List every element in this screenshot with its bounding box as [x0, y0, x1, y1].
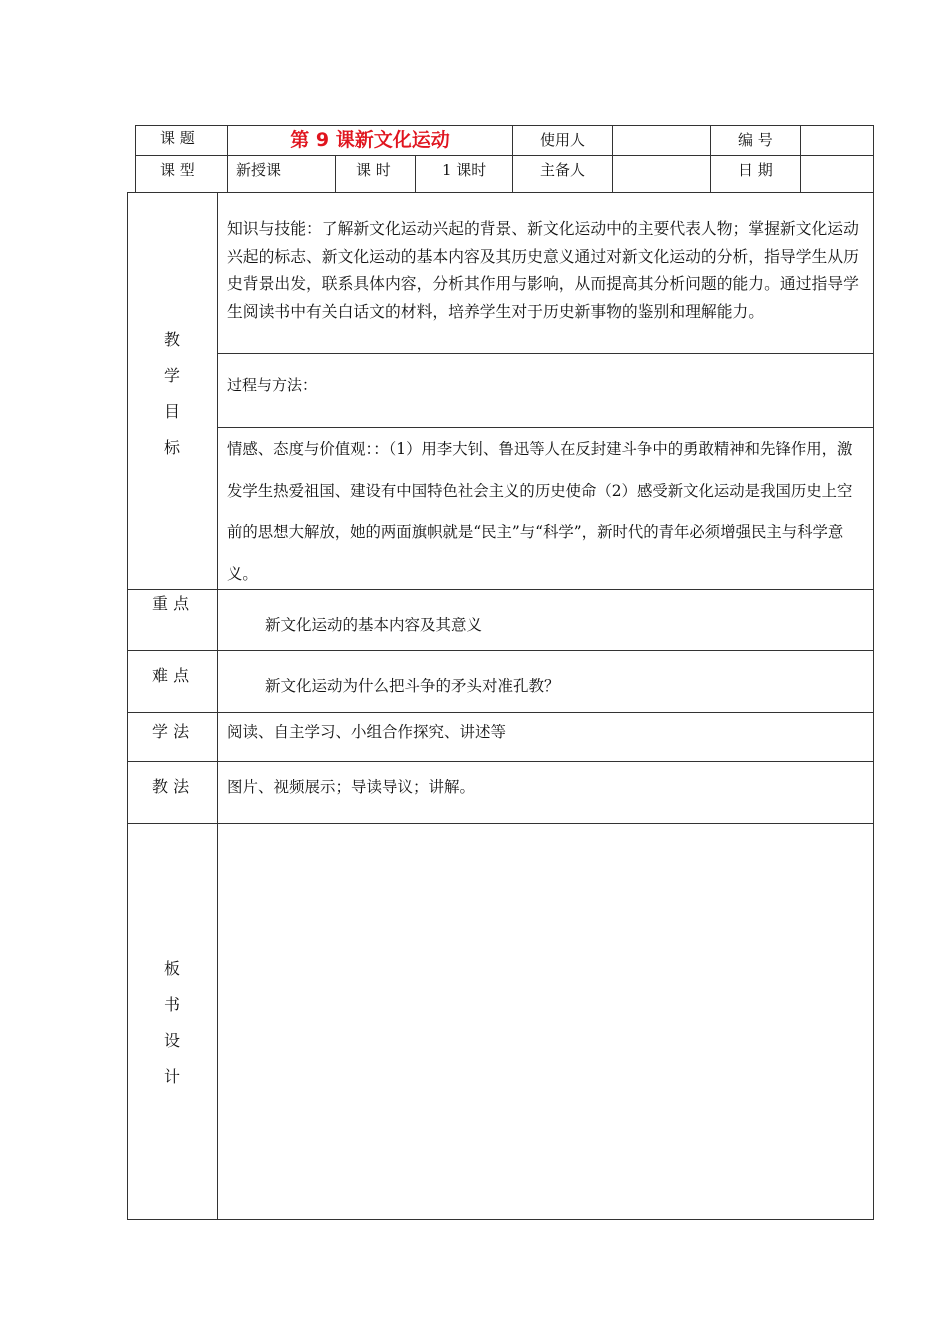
rule [127, 712, 874, 713]
rule [135, 125, 136, 192]
objectives-label [157, 322, 187, 466]
study-method-label: 学 法 [152, 722, 190, 741]
rule [415, 155, 416, 192]
board-label-char: 设 [163, 1031, 180, 1050]
objectives-label-char: 教 [163, 330, 180, 349]
key-point-label: 重 点 [152, 594, 190, 613]
rule [612, 125, 613, 192]
teach-method-value: 图片、视频展示；导读导议；讲解。 [227, 778, 476, 796]
rule [127, 650, 874, 651]
study-method-value: 阅读、自主学习、小组合作探究、讲述等 [227, 723, 507, 741]
difficulty-label: 难 点 [152, 666, 190, 685]
objectives-label-char: 目 [163, 402, 180, 421]
type-value: 新授课 [236, 161, 282, 179]
rule [127, 1219, 874, 1220]
rule [335, 155, 336, 192]
number-label: 编 号 [738, 131, 773, 149]
period-value: 1 课时 [442, 161, 487, 179]
board-label-char: 计 [163, 1067, 180, 1086]
difficulty-value: 新文化运动为什么把斗争的矛头对准孔教？ [265, 677, 560, 695]
rule [217, 427, 874, 428]
board-design-label [157, 951, 187, 1095]
rule [800, 125, 801, 192]
topic-label: 课 题 [160, 129, 195, 147]
rule [217, 353, 874, 354]
rule [135, 125, 874, 126]
rule [127, 192, 874, 193]
process-objective: 过程与方法： [227, 376, 318, 394]
date-label: 日 期 [738, 161, 773, 179]
rule [135, 155, 874, 156]
emotion-objective: 情感、态度与价值观：：（1）用李大钊、鲁迅等人在反封建斗争中的勇敢精神和先锋作用，激发学生热爱祖国、建设有中国特色社会主义的历史使命（2）感受新文化运动是我国历史上空前的思想大解放，她的两面旗帜就是“民主”与“科学”，新时代的青年必须增强民主与科学意义。 [227, 440, 853, 583]
board-label-char: 书 [163, 995, 180, 1014]
rule [127, 192, 128, 1220]
teach-method-label: 教 法 [152, 777, 190, 796]
knowledge-objective: 知识与技能：了解新文化运动兴起的背景、新文化运动中的主要代表人物；掌握新文化运动兴起的标志、新文化运动的基本内容及其历史意义通过对新文化运动的分析，指导学生从历史背景出发，联系具体内容，分析其作用与影响，从而提高其分析问题的能力。通过指导学生阅读书中有关白话文的材料，培养学生对于历史新事物的鉴别和理解能力。 [227, 219, 859, 321]
user-label: 使用人 [540, 131, 586, 149]
objectives-label-char: 标 [163, 438, 180, 457]
type-label: 课 型 [160, 161, 195, 179]
preparer-label: 主备人 [540, 161, 586, 179]
rule [512, 125, 513, 192]
rule [127, 761, 874, 762]
board-design-area [218, 824, 873, 1219]
rule [710, 125, 711, 192]
rule [873, 125, 874, 1220]
board-label-char: 板 [163, 959, 180, 978]
objectives-label-char: 学 [163, 366, 180, 385]
lesson-title: 第 9 课新文化运动 [290, 129, 450, 151]
key-point-value: 新文化运动的基本内容及其意义 [265, 616, 483, 634]
period-label: 课 时 [356, 161, 391, 179]
